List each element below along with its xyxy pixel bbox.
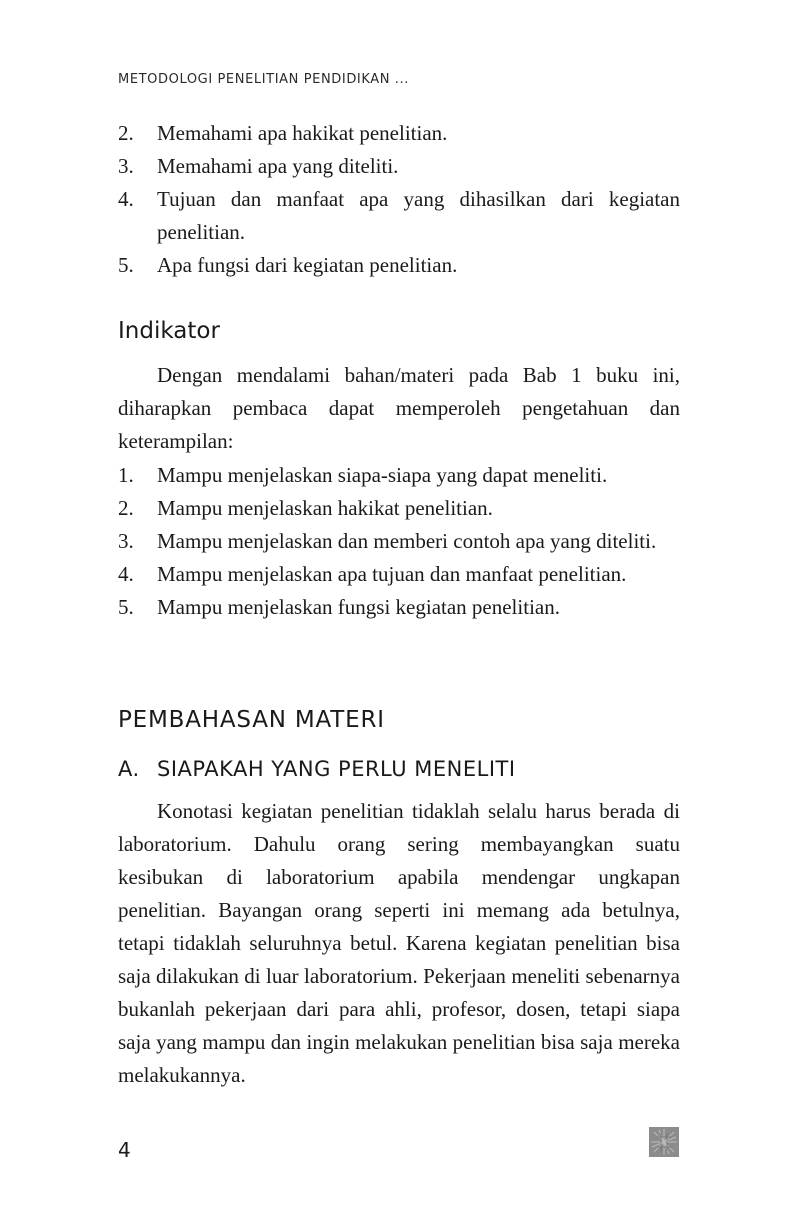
- list-item: [118, 249, 680, 282]
- list-item: [118, 558, 680, 591]
- list-number: 2.: [118, 496, 134, 520]
- objectives-list: [118, 117, 680, 282]
- list-item: [118, 150, 680, 183]
- page-number: 4: [118, 1138, 131, 1162]
- section-a-heading: [118, 757, 516, 781]
- list-number: 5.: [118, 595, 134, 619]
- indikator-list: [118, 459, 680, 624]
- list-text: Tujuan dan manfaat apa yang dihasilkan dari kegiatan penelitian.: [157, 187, 680, 244]
- list-text: Mampu menjelaskan apa tujuan dan manfaat penelitian.: [157, 562, 627, 586]
- list-number: 4.: [118, 562, 134, 586]
- corner-ornament-icon: [649, 1127, 679, 1157]
- list-text: Mampu menjelaskan siapa-siapa yang dapat meneliti.: [157, 463, 608, 487]
- list-item: [118, 183, 680, 249]
- list-text: Memahami apa yang diteliti.: [157, 154, 399, 178]
- pembahasan-heading: PEMBAHASAN MATERI: [118, 707, 385, 733]
- list-number: 2.: [118, 121, 134, 145]
- section-a-paragraph: Konotasi kegiatan penelitian tidaklah selalu harus berada di laboratorium. Dahulu orang sering membayangkan suatu kesibukan di laboratorium apabila mendengar ungkapan penelitian. Bayangan orang seperti ini memang ada betulnya, tetapi tidaklah seluruhnya betul. Karena kegiatan penelitian bisa saja dilakukan di luar laboratorium. Pekerjaan meneliti sebenarnya bukanlah pekerjaan dari para ahli, profesor, dosen, tetapi siapa saja yang mampu dan ingin melakukan penelitian bisa saja mereka melakukannya.: [118, 799, 680, 1087]
- ornament-graphic: [649, 1127, 679, 1157]
- list-number: 3.: [118, 529, 134, 553]
- running-header: METODOLOGI PENELITIAN PENDIDIKAN ...: [118, 72, 410, 87]
- list-number: 3.: [118, 154, 134, 178]
- list-item: [118, 459, 680, 492]
- list-text: Memahami apa hakikat penelitian.: [157, 121, 448, 145]
- list-text: Mampu menjelaskan fungsi kegiatan penelitian.: [157, 595, 560, 619]
- list-number: 1.: [118, 463, 134, 487]
- section-label: A.: [118, 757, 140, 781]
- indikator-intro: Dengan mendalami bahan/materi pada Bab 1 buku ini, diharapkan pembaca dapat memperoleh pengetahuan dan keterampilan:: [118, 363, 680, 453]
- section-title: SIAPAKAH YANG PERLU MENELITI: [157, 757, 516, 781]
- list-number: 4.: [118, 187, 134, 211]
- list-number: 5.: [118, 253, 134, 277]
- list-text: Apa fungsi dari kegiatan penelitian.: [157, 253, 458, 277]
- list-item: [118, 492, 680, 525]
- list-item: [118, 117, 680, 150]
- list-text: Mampu menjelaskan hakikat penelitian.: [157, 496, 493, 520]
- list-item: [118, 591, 680, 624]
- indikator-heading: Indikator: [118, 318, 220, 344]
- list-text: Mampu menjelaskan dan memberi contoh apa yang diteliti.: [157, 529, 657, 553]
- list-item: [118, 525, 680, 558]
